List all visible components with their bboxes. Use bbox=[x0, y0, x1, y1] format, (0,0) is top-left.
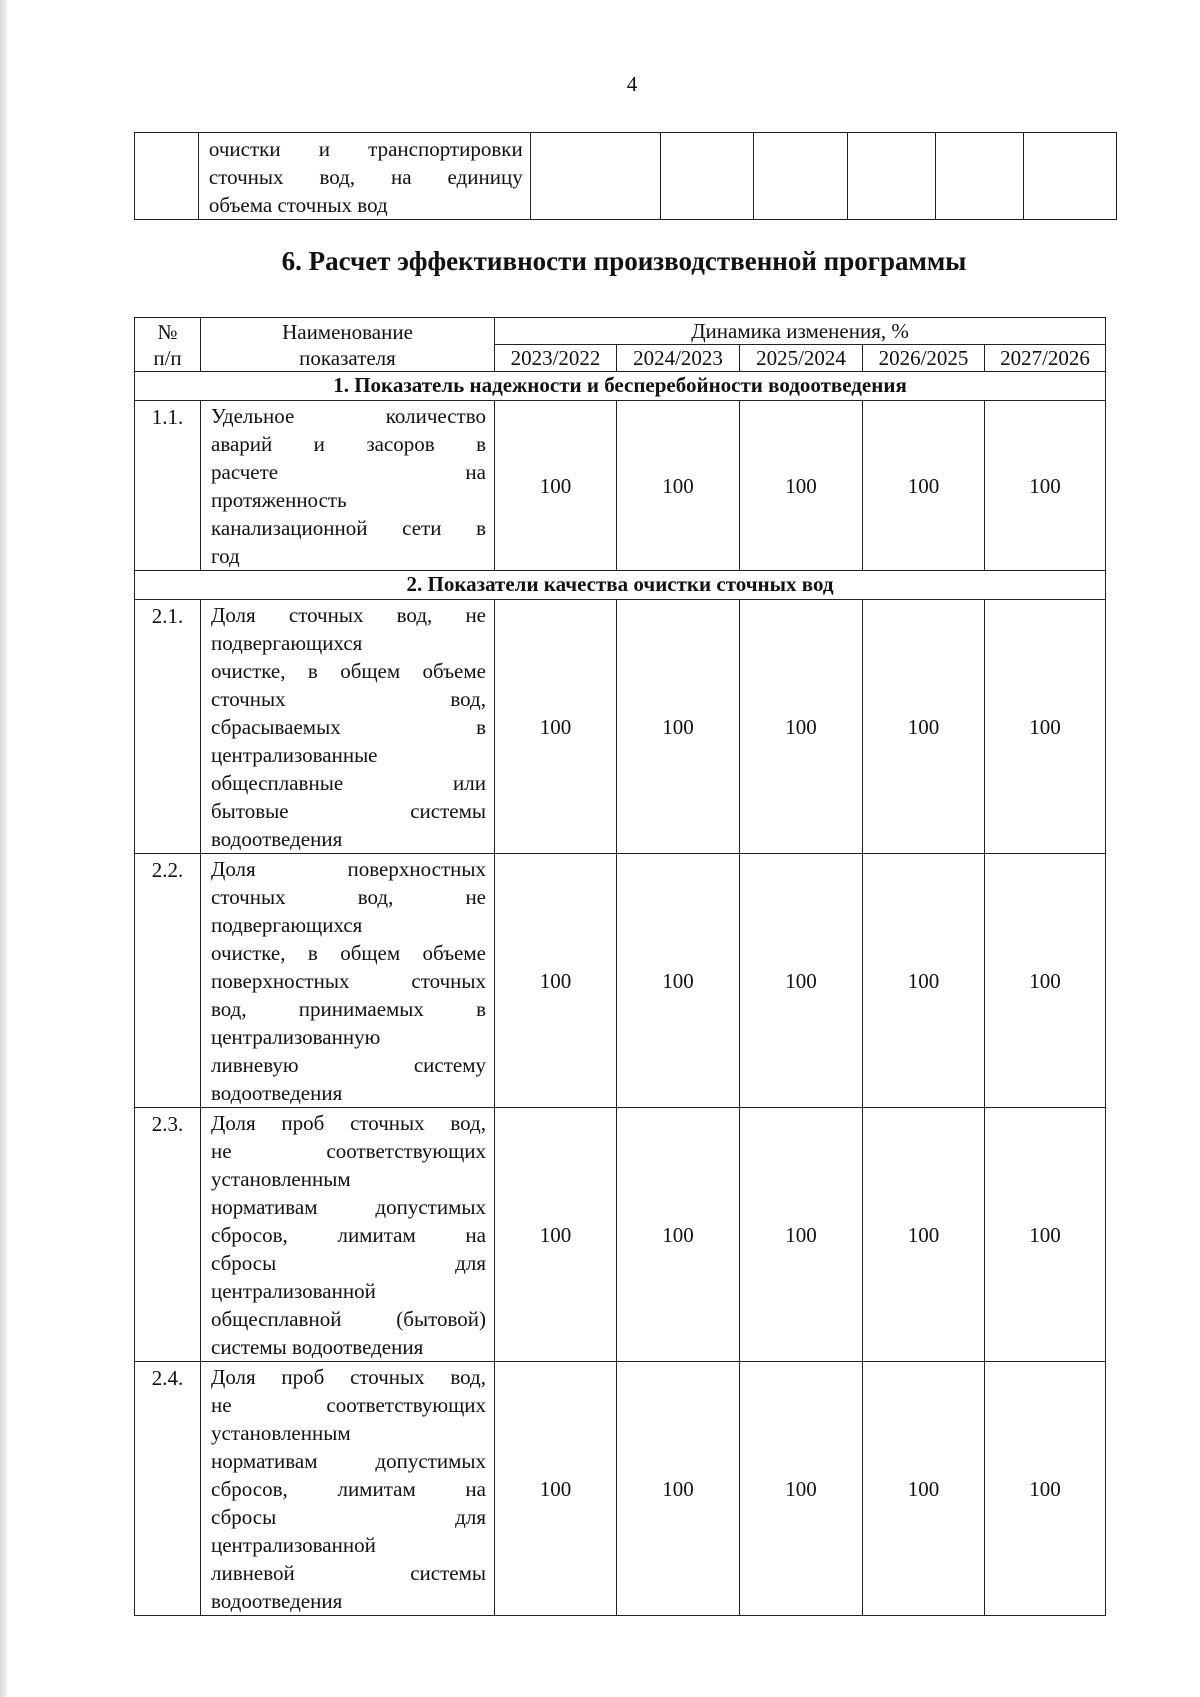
row-name bbox=[201, 854, 495, 1108]
page-number: 4 bbox=[626, 72, 638, 96]
row-name-line: установленным bbox=[211, 1167, 351, 1191]
continuation-empty-cell bbox=[530, 133, 660, 220]
table-row bbox=[135, 600, 1106, 854]
continuation-empty-cell bbox=[660, 133, 754, 220]
row-value: 100 bbox=[985, 600, 1106, 854]
row-name-line: водоотведения bbox=[211, 827, 343, 851]
row-name-line: не соответствующих bbox=[211, 1139, 486, 1163]
row-name bbox=[201, 1108, 495, 1362]
row-name-line: сбросов, лимитам на bbox=[211, 1223, 486, 1247]
header-name-line: показателя bbox=[299, 345, 396, 370]
header-dynamics: Динамика изменения, % bbox=[495, 318, 1106, 345]
header-period: 2027/2026 bbox=[985, 345, 1106, 372]
row-value: 100 bbox=[985, 854, 1106, 1108]
row-name-line: очистке, в общем объеме bbox=[211, 941, 486, 965]
header-num-line: № bbox=[157, 319, 178, 344]
continuation-name-cell bbox=[198, 133, 530, 220]
header-row bbox=[135, 318, 1106, 345]
row-value: 100 bbox=[740, 1362, 863, 1616]
row-number: 2.2. bbox=[135, 854, 201, 1108]
header-period: 2025/2024 bbox=[740, 345, 863, 372]
header-num-line: п/п bbox=[153, 345, 182, 370]
row-name-line: общесплавной (бытовой) bbox=[211, 1307, 486, 1331]
row-name-line: централизованной bbox=[211, 1533, 376, 1557]
row-name-line: водоотведения bbox=[211, 1589, 343, 1613]
row-name bbox=[201, 600, 495, 854]
row-name-line: ливневую систему bbox=[211, 1053, 486, 1077]
row-value: 100 bbox=[740, 854, 863, 1108]
row-name-line: сбросов, лимитам на bbox=[211, 1477, 486, 1501]
row-value: 100 bbox=[985, 1362, 1106, 1616]
row-name-line: Доля проб сточных вод, bbox=[211, 1111, 486, 1135]
row-name-line: общесплавные или bbox=[211, 771, 486, 795]
row-name-line: Доля поверхностных bbox=[211, 857, 486, 881]
row-name-line: очистке, в общем объеме bbox=[211, 659, 486, 683]
row-value: 100 bbox=[985, 401, 1106, 571]
row-name-line: нормативам допустимых bbox=[211, 1195, 486, 1219]
row-name-line: сбросы для bbox=[211, 1251, 486, 1275]
row-name-line: сбрасываемых в bbox=[211, 715, 486, 739]
row-value: 100 bbox=[495, 401, 617, 571]
row-name-line: Доля сточных вод, не bbox=[211, 603, 486, 627]
row-value: 100 bbox=[863, 1362, 985, 1616]
section-title-cell: 1. Показатель надежности и бесперебойности водоотведения bbox=[135, 372, 1106, 401]
row-value: 100 bbox=[863, 1108, 985, 1362]
row-name-line: ливневой системы bbox=[211, 1561, 486, 1585]
row-name-line: не соответствующих bbox=[211, 1393, 486, 1417]
row-name-line: протяженность bbox=[211, 488, 347, 512]
section-title-cell: 2. Показатели качества очистки сточных вод bbox=[135, 571, 1106, 600]
row-number: 2.3. bbox=[135, 1108, 201, 1362]
continuation-empty-cell bbox=[1024, 133, 1117, 220]
row-value: 100 bbox=[740, 1108, 863, 1362]
row-value: 100 bbox=[495, 1108, 617, 1362]
row-value: 100 bbox=[617, 1108, 740, 1362]
row-name-line: централизованную bbox=[211, 1025, 381, 1049]
row-number: 2.4. bbox=[135, 1362, 201, 1616]
row-name-line: бытовые системы bbox=[211, 799, 486, 823]
continuation-num-cell bbox=[135, 133, 199, 220]
row-name-line: вод, принимаемых в bbox=[211, 997, 486, 1021]
continuation-empty-cell bbox=[848, 133, 936, 220]
table-row bbox=[135, 854, 1106, 1108]
row-name-line: нормативам допустимых bbox=[211, 1449, 486, 1473]
row-value: 100 bbox=[740, 600, 863, 854]
continuation-empty-cell bbox=[936, 133, 1024, 220]
row-name-line: сбросы для bbox=[211, 1505, 486, 1529]
table-row bbox=[135, 401, 1106, 571]
row-name-line: подвергающихся bbox=[211, 913, 363, 937]
continuation-table bbox=[134, 132, 1117, 220]
row-name-line: централизованной bbox=[211, 1279, 376, 1303]
section-row bbox=[135, 372, 1106, 401]
row-name-line: водоотведения bbox=[211, 1081, 343, 1105]
section-title: 6. Расчет эффективности производственной программы bbox=[281, 246, 967, 276]
row-value: 100 bbox=[617, 600, 740, 854]
continuation-row bbox=[135, 133, 1117, 220]
continuation-line: объема сточных вод bbox=[208, 193, 388, 217]
header-period: 2024/2023 bbox=[617, 345, 740, 372]
continuation-empty-cell bbox=[754, 133, 848, 220]
row-name-line: сточных вод, bbox=[211, 687, 486, 711]
continuation-line: очистки и транспортировки bbox=[208, 137, 523, 161]
row-value: 100 bbox=[740, 401, 863, 571]
row-name-line: канализационной сети в bbox=[211, 516, 486, 540]
header-name-line: Наименование bbox=[282, 319, 413, 344]
row-name-line: сточных вод, не bbox=[211, 885, 486, 909]
row-name-line: аварий и засоров в bbox=[211, 432, 486, 456]
row-value: 100 bbox=[617, 854, 740, 1108]
efficiency-table bbox=[134, 317, 1106, 1616]
table-row bbox=[135, 1108, 1106, 1362]
row-number: 2.1. bbox=[135, 600, 201, 854]
row-name-line: год bbox=[211, 544, 240, 568]
row-name-line: установленным bbox=[211, 1421, 351, 1445]
header-period: 2023/2022 bbox=[495, 345, 617, 372]
row-value: 100 bbox=[495, 600, 617, 854]
table-row bbox=[135, 1362, 1106, 1616]
row-value: 100 bbox=[617, 401, 740, 571]
row-name-line: поверхностных сточных bbox=[211, 969, 486, 993]
row-value: 100 bbox=[863, 600, 985, 854]
row-value: 100 bbox=[617, 1362, 740, 1616]
row-value: 100 bbox=[863, 854, 985, 1108]
row-name-line: централизованные bbox=[211, 743, 378, 767]
row-name-line: Доля проб сточных вод, bbox=[211, 1365, 486, 1389]
header-num bbox=[135, 318, 201, 372]
row-value: 100 bbox=[863, 401, 985, 571]
row-name-line: подвергающихся bbox=[211, 631, 363, 655]
continuation-line: сточных вод, на единицу bbox=[208, 165, 523, 189]
row-name bbox=[201, 401, 495, 571]
row-name-line: Удельное количество bbox=[211, 404, 486, 428]
section-row bbox=[135, 571, 1106, 600]
row-name-line: системы водоотведения bbox=[211, 1335, 424, 1359]
row-value: 100 bbox=[495, 1362, 617, 1616]
header-period: 2026/2025 bbox=[863, 345, 985, 372]
row-number: 1.1. bbox=[135, 401, 201, 571]
row-value: 100 bbox=[495, 854, 617, 1108]
header-name bbox=[201, 318, 495, 372]
row-value: 100 bbox=[985, 1108, 1106, 1362]
row-name-line: расчете на bbox=[211, 460, 486, 484]
row-name bbox=[201, 1362, 495, 1616]
